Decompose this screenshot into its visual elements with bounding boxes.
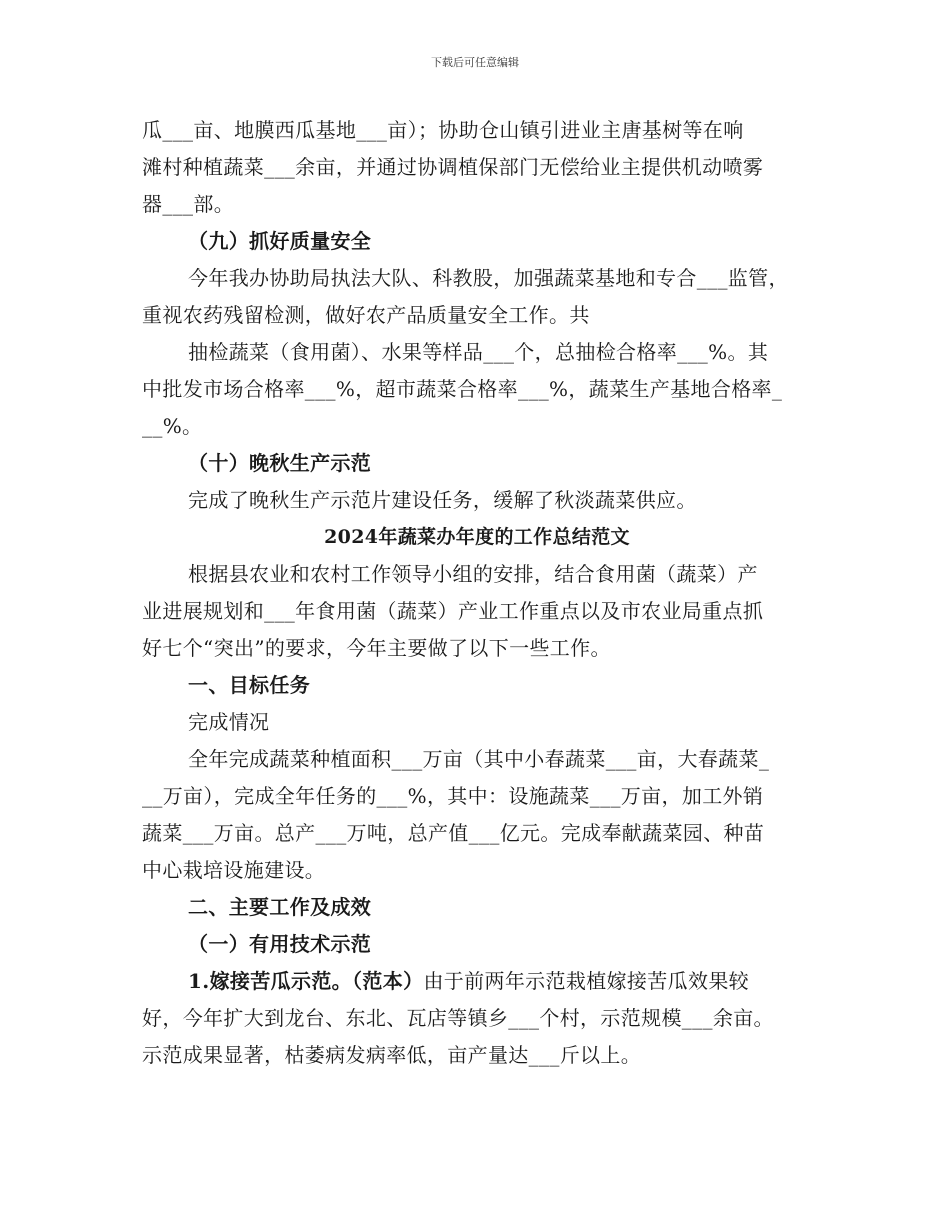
paragraph-line: 业进展规划和___年食用菌（蔬菜）产业工作重点以及市农业局重点抓 xyxy=(142,599,764,623)
paragraph-line: 好七个“突出”的要求，今年主要做了以下一些工作。 xyxy=(142,636,611,660)
paragraph-line: 完成了晚秋生产示范片建设任务，缓解了秋淡蔬菜供应。 xyxy=(188,488,697,512)
paragraph-line: 瓜___亩、地膜西瓜基地___亩）；协助仓山镇引进业主唐基树等在响 xyxy=(142,118,744,142)
paragraph-line: 重视农药残留检测，做好农产品质量安全工作。共 xyxy=(142,303,590,327)
section-heading: （九）抓好质量安全 xyxy=(188,229,372,253)
paragraph-line: 根据县农业和农村工作领导小组的安排，结合食用菌（蔬菜）产 xyxy=(188,562,758,586)
paragraph-line: 今年我办协助局执法大队、科教股，加强蔬菜基地和专合___监管， xyxy=(188,266,789,290)
paragraph-line: 滩村种植蔬菜___余亩，并通过协调植保部门无偿给业主提供机动喷雾 xyxy=(142,155,764,179)
paragraph-line xyxy=(142,963,812,1000)
paragraph-line: 全年完成蔬菜种植面积___万亩（其中小春蔬菜___亩，大春蔬菜_ xyxy=(188,747,770,771)
paragraph-line: 完成情况 xyxy=(188,710,270,734)
paragraph-line: 蔬菜___万亩。总产___万吨，总产值___亿元。完成奉献蔬菜园、种苗 xyxy=(142,821,765,845)
paragraph-line: 好，今年扩大到龙台、东北、瓦店等镇乡___个村，示范规模___余亩。 xyxy=(142,1006,774,1030)
paragraph-line: 抽检蔬菜（食用菌）、水果等样品___个，总抽检合格率___%。其 xyxy=(188,340,769,364)
section-heading: （一）有用技术示范 xyxy=(188,932,372,956)
paragraph-line: __%。 xyxy=(142,414,203,438)
paragraph-line: __万亩），完成全年任务的___%，其中：设施蔬菜___万亩，加工外销 xyxy=(142,784,764,808)
document-title: 2024年蔬菜办年度的工作总结范文 xyxy=(324,526,630,548)
paragraph-line: 器___部。 xyxy=(142,192,235,216)
paragraph-line: 中批发市场合格率___%，超市蔬菜合格率___%，蔬菜生产基地合格率_ xyxy=(142,377,783,401)
subsection-heading: 1.嫁接苦瓜示范。（范本） xyxy=(188,969,424,993)
section-heading: （十）晚秋生产示范 xyxy=(188,451,372,475)
paragraph-text: 由于前两年示范栽植嫁接苦瓜效果较 xyxy=(423,969,750,993)
section-heading: 二、主要工作及成效 xyxy=(188,895,372,919)
paragraph-line: 示范成果显著，枯萎病发病率低，亩产量达___斤以上。 xyxy=(142,1043,642,1067)
page-header: 下载后可任意编辑 xyxy=(431,56,519,69)
paragraph-line: 中心栽培设施建设。 xyxy=(142,858,326,882)
section-heading: 一、目标任务 xyxy=(188,673,311,697)
document-body xyxy=(142,112,812,1074)
